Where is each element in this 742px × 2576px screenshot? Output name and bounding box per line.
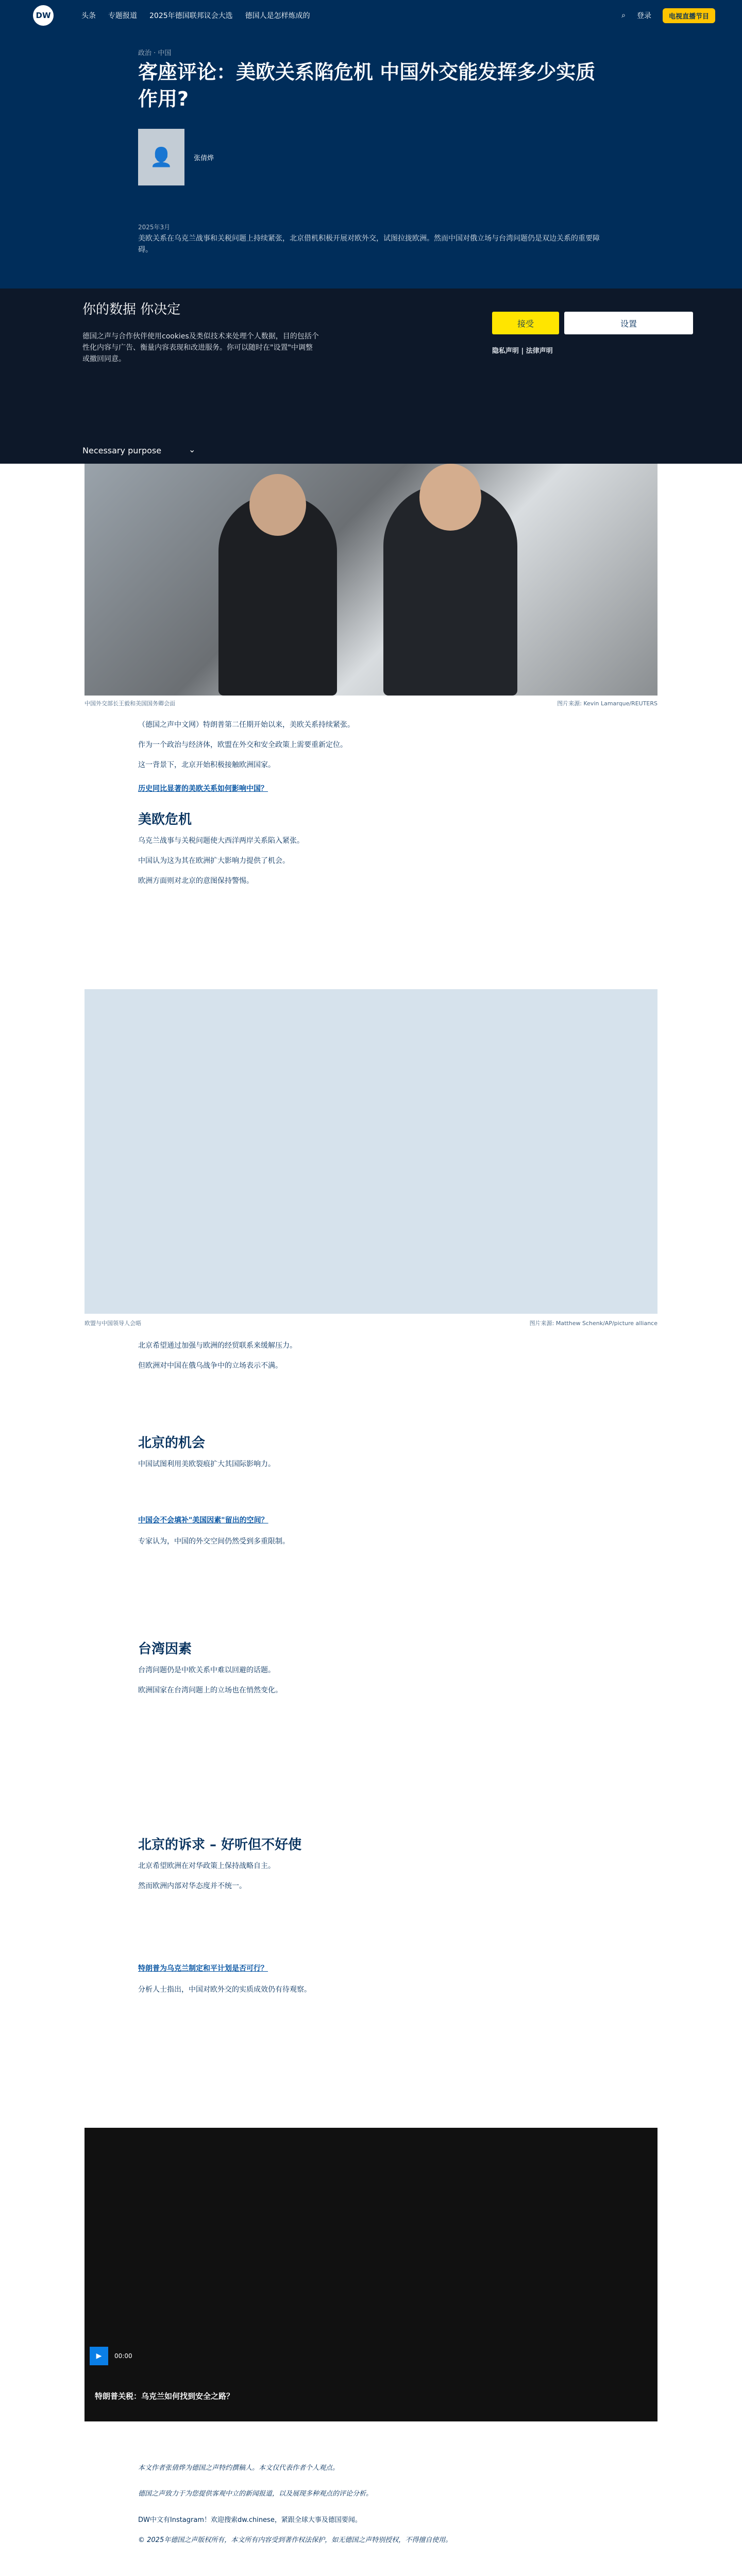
paragraph: 北京希望通过加强与欧洲的经贸联系来缓解压力。 xyxy=(138,1342,297,1350)
settings-button[interactable]: 设置 xyxy=(564,312,693,334)
related-link[interactable]: 历史同比显著的美欧关系如何影响中国？ xyxy=(138,785,268,793)
article-photo xyxy=(85,464,657,696)
nav-item[interactable]: 2025年德国联邦议会大选 xyxy=(149,12,233,20)
paragraph: 分析人士指出，中国对欧外交的实质成效仍有待观察。 xyxy=(138,1986,311,1994)
cookie-consent-banner xyxy=(0,289,742,464)
article-body xyxy=(138,835,602,895)
accept-button[interactable]: 接受 xyxy=(492,312,559,334)
paragraph: 欧洲国家在台湾问题上的立场也在悄然变化。 xyxy=(138,1686,282,1694)
main-nav xyxy=(81,10,310,21)
video-time: 00:00 xyxy=(114,2352,132,2360)
login-link[interactable]: 登录 xyxy=(636,12,651,20)
privacy-links[interactable]: 隐私声明 | 法律声明 xyxy=(492,347,553,355)
consent-title: 你的数据 你决定 xyxy=(82,302,181,317)
section-heading: 北京的机会 xyxy=(138,1435,206,1451)
page-title: 客座评论：美欧关系陷危机 中国外交能发挥多少实质作用? xyxy=(138,61,596,110)
section-heading: 北京的诉求 – 好听但不好使 xyxy=(138,1837,302,1853)
author-block xyxy=(138,129,214,185)
paragraph: 作为一个政治与经济体，欧盟在外交和安全政策上需要重新定位。 xyxy=(138,741,347,749)
article-photo-2 xyxy=(85,989,657,1314)
paragraph: 欧洲方面则对北京的意图保持警惕。 xyxy=(138,877,254,885)
chevron-down-icon[interactable]: ⌄ xyxy=(189,445,196,454)
video-title[interactable]: 特朗普关税：乌克兰如何找到安全之路？ xyxy=(95,2392,234,2401)
paragraph: （德国之声中文网）特朗普第二任期开始以来，美欧关系持续紧张。 xyxy=(138,721,355,729)
paragraph: 乌克兰战事与关税问题使大西洋两岸关系陷入紧张。 xyxy=(138,837,304,845)
video-controls xyxy=(85,2347,657,2365)
site-header xyxy=(0,0,742,31)
search-icon[interactable]: ⌕ xyxy=(621,11,626,20)
article-body xyxy=(138,1535,602,1555)
editorial-note: 德国之声致力于为您提供客观中立的新闻报道，以及展现多种观点的评论分析。 xyxy=(138,2490,373,2498)
paragraph: 中国认为这为其在欧洲扩大影响力提供了机会。 xyxy=(138,857,290,865)
paragraph: 但欧洲对中国在俄乌战争中的立场表示不满。 xyxy=(138,1362,282,1370)
nav-item[interactable]: 专题报道 xyxy=(108,12,137,20)
photo-caption xyxy=(85,1319,657,1327)
paragraph: 然而欧洲内部对华态度并不统一。 xyxy=(138,1882,246,1890)
article-body xyxy=(138,1458,602,1478)
instagram-follow[interactable]: DW中文有Instagram！欢迎搜索dw.chinese，紧跟全球大事及德国要闻。 xyxy=(138,2516,362,2524)
article-lead: 美欧关系在乌克兰战事和关税问题上持续紧张，北京借机积极开展对欧外交，试图拉拢欧洲。然而中国对俄立场与台湾问题仍是双边关系的重要障碍。 xyxy=(138,234,600,254)
breadcrumb[interactable]: 政治 · 中国 xyxy=(138,49,172,57)
paragraph: 中国试图利用美欧裂痕扩大其国际影响力。 xyxy=(138,1460,275,1468)
dw-logo[interactable]: DW xyxy=(33,5,54,26)
photo-caption xyxy=(85,699,657,707)
article-body xyxy=(138,1664,602,1704)
author-note: 本文作者张倩烨为德国之声特约撰稿人。本文仅代表作者个人观点。 xyxy=(138,2464,340,2472)
caption-text: 欧盟与中国领导人会晤 xyxy=(85,1320,141,1327)
live-tv-button[interactable]: 电视直播节目 xyxy=(663,8,715,23)
article-body xyxy=(138,1984,602,2004)
nav-item[interactable]: 头条 xyxy=(81,12,96,20)
article-body xyxy=(138,719,602,779)
caption-credit: 图片来源: Matthew Schenk/AP/picture alliance xyxy=(529,1320,657,1327)
article-body xyxy=(138,1340,602,1380)
paragraph: 专家认为，中国的外交空间仍然受到多重限制。 xyxy=(138,1537,290,1546)
section-heading: 台湾因素 xyxy=(138,1641,192,1657)
related-link[interactable]: 特朗普为乌克兰制定和平计划是否可行？ xyxy=(138,1964,268,1973)
consent-text: 德国之声与合作伙伴使用cookies及类似技术来处理个人数据，目的包括个性化内容与广告、衡量内容表现和改进服务。你可以随时在"设置"中调整或撤回同意。 xyxy=(82,332,319,363)
section-heading: 美欧危机 xyxy=(138,812,192,827)
caption-text: 中国外交部长王毅和美国国务卿会面 xyxy=(85,700,175,707)
copyright-note: © 2025年德国之声版权所有，本文所有内容受到著作权法保护，如无德国之声特别授权，不得擅自使用。 xyxy=(138,2536,452,2544)
necessary-purpose-toggle[interactable]: Necessary purpose xyxy=(82,446,162,455)
play-icon[interactable]: ▶ xyxy=(90,2347,108,2365)
paragraph: 这一背景下，北京开始积极接触欧洲国家。 xyxy=(138,761,275,769)
article-date: 2025年3月 xyxy=(138,224,171,231)
nav-item[interactable]: 德国人是怎样炼成的 xyxy=(245,12,310,20)
avatar: 👤 xyxy=(138,129,184,185)
caption-credit: 图片来源: Kevin Lamarque/REUTERS xyxy=(557,700,657,707)
video-player[interactable] xyxy=(85,2128,657,2421)
person-head xyxy=(249,474,306,536)
paragraph: 台湾问题仍是中欧关系中难以回避的话题。 xyxy=(138,1666,275,1674)
author-name[interactable]: 张倩烨 xyxy=(194,154,214,162)
person-head xyxy=(419,464,481,531)
related-link[interactable]: 中国会不会填补"美国因素"留出的空间？ xyxy=(138,1516,268,1524)
article-body xyxy=(138,1860,602,1900)
paragraph: 北京希望欧洲在对华政策上保持战略自主。 xyxy=(138,1862,275,1870)
